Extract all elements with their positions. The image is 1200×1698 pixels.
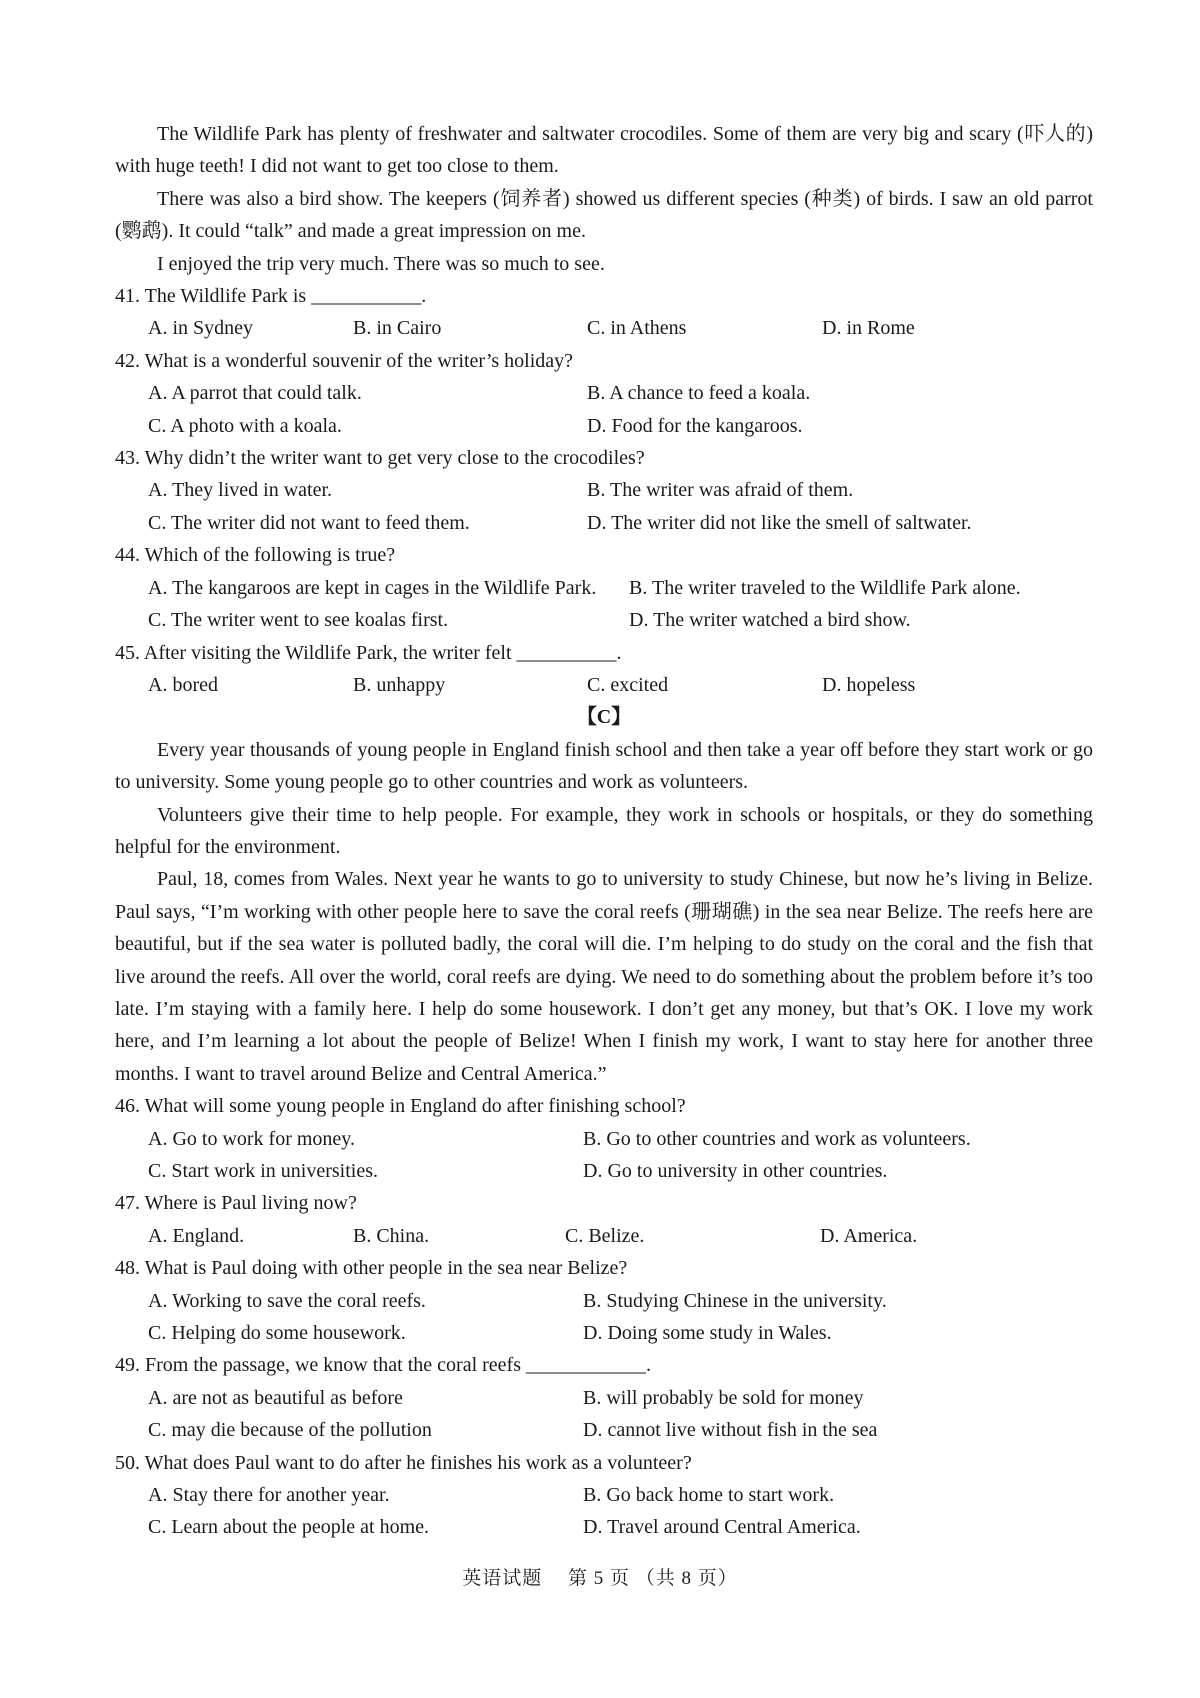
passage-paragraph: Every year thousands of young people in England finish school and then take a year off before they start work or go to university. Some young people go to other countries and work as volunteers. [115, 738, 1093, 794]
options-50-row2 [115, 1511, 1093, 1543]
option-a[interactable]: A. The kangaroos are kept in cages in the Wildlife Park. [148, 576, 597, 599]
option-d[interactable]: D. cannot live without fish in the sea [583, 1419, 878, 1442]
options-49-row2 [115, 1414, 1093, 1446]
option-d[interactable]: D. Doing some study in Wales. [583, 1322, 832, 1345]
question-44: 44. Which of the following is true? [115, 544, 396, 567]
passage-paragraph: The Wildlife Park has plenty of freshwater and saltwater crocodiles. Some of them are very big and scary (吓人的) with huge teeth! I did not want to get too close to them. [115, 123, 1093, 178]
option-c[interactable]: C. Belize. [565, 1224, 645, 1247]
option-b[interactable]: B. in Cairo [353, 317, 442, 340]
option-d[interactable]: D. hopeless [822, 673, 916, 696]
options-45 [115, 669, 1093, 701]
option-b[interactable]: B. A chance to feed a koala. [587, 382, 811, 405]
option-c[interactable]: C. A photo with a koala. [148, 414, 342, 437]
options-44-row1 [115, 572, 1093, 604]
passage-paragraph: Volunteers give their time to help people. For example, they work in schools or hospitals, or they do something helpful for the environment. [115, 803, 1093, 858]
option-d[interactable]: D. in Rome [822, 317, 915, 340]
option-a[interactable]: A. They lived in water. [148, 479, 333, 502]
question-41: 41. The Wildlife Park is ___________. [115, 285, 427, 308]
option-a[interactable]: A. bored [148, 673, 218, 696]
question-46: 46. What will some young people in England do after finishing school? [115, 1095, 686, 1118]
option-b[interactable]: B. Go to other countries and work as volunteers. [583, 1127, 971, 1150]
option-c[interactable]: C. Start work in universities. [148, 1160, 378, 1182]
option-c[interactable]: C. Helping do some housework. [148, 1322, 406, 1345]
passage-paragraph: I enjoyed the trip very much. There was so much to see. [157, 252, 605, 275]
options-47 [115, 1220, 1093, 1252]
options-44-row2 [115, 604, 1093, 636]
question-43: 43. Why didn’t the writer want to get very close to the crocodiles? [115, 447, 645, 470]
option-a[interactable]: A. are not as beautiful as before [148, 1386, 403, 1409]
option-b[interactable]: B. The writer traveled to the Wildlife Park alone. [629, 576, 1021, 599]
option-b[interactable]: B. China. [353, 1224, 430, 1247]
page-footer: 英语试题 第 5 页 （共 8 页） [462, 1568, 738, 1589]
exam-page [115, 118, 1093, 1544]
option-c[interactable]: C. Learn about the people at home. [148, 1516, 430, 1539]
options-49-row1 [115, 1382, 1093, 1414]
options-46-row2 [115, 1155, 1093, 1187]
question-45: 45. After visiting the Wildlife Park, the writer felt __________. [115, 641, 622, 664]
section-c-heading: 【C】 [576, 706, 632, 729]
options-42-row1 [115, 377, 1093, 409]
option-d[interactable]: D. Food for the kangaroos. [587, 414, 803, 437]
option-a[interactable]: A. England. [148, 1224, 245, 1247]
options-42-row2 [115, 410, 1093, 442]
option-b[interactable]: B. The writer was afraid of them. [587, 479, 854, 502]
options-50-row1 [115, 1479, 1093, 1511]
options-48-row1 [115, 1285, 1093, 1317]
options-46-row1 [115, 1123, 1093, 1155]
question-50: 50. What does Paul want to do after he finishes his work as a volunteer? [115, 1451, 692, 1474]
option-a[interactable]: A. in Sydney [148, 317, 253, 340]
option-d[interactable]: D. America. [820, 1224, 918, 1247]
option-a[interactable]: A. Go to work for money. [148, 1127, 356, 1150]
option-d[interactable]: D. The writer watched a bird show. [629, 609, 911, 632]
passage-paragraph: There was also a bird show. The keepers (饲养者) showed us different species (种类) of birds. I saw an old parrot (鹦鹉). It could “talk” and made a great impression on me. [115, 187, 1093, 243]
option-a[interactable]: A. Stay there for another year. [148, 1484, 390, 1507]
option-c[interactable]: C. may die because of the pollution [148, 1419, 432, 1442]
options-43-row2 [115, 507, 1093, 539]
question-49: 49. From the passage, we know that the coral reefs ____________. [115, 1354, 651, 1377]
question-42: 42. What is a wonderful souvenir of the writer’s holiday? [115, 349, 574, 372]
question-48: 48. What is Paul doing with other people in the sea near Belize? [115, 1257, 628, 1280]
passage-paragraph: Paul, 18, comes from Wales. Next year he wants to go to university to study Chinese, but now he’s living in Belize. Paul says, “I’m working with other people here to save the coral reefs (珊瑚礁) in the sea near Belize. The reefs here are beautiful, but if the sea water is polluted badly, the coral will die. I’m helping to do study on the coral and the fish that live around the reefs. All over the world, coral reefs are dying. We need to do something about the problem before it’s too late. I’m staying with a family here. I help do some housework. I don’t get any money, but that’s OK. I love my work here, and I’m learning a lot about the people of Belize! When I finish my work, I want to stay here for another three months. I want to travel around Belize and Central America.” [115, 868, 1093, 1085]
question-47: 47. Where is Paul living now? [115, 1192, 357, 1215]
option-c[interactable]: C. excited [587, 673, 669, 696]
option-a[interactable]: A. A parrot that could talk. [148, 382, 362, 405]
option-b[interactable]: B. unhappy [353, 673, 446, 696]
options-43-row1 [115, 474, 1093, 506]
option-c[interactable]: C. The writer went to see koalas first. [148, 609, 449, 632]
option-d[interactable]: D. Go to university in other countries. [583, 1160, 888, 1182]
option-b[interactable]: B. Studying Chinese in the university. [583, 1289, 887, 1312]
option-b[interactable]: B. will probably be sold for money [583, 1386, 864, 1409]
option-d[interactable]: D. The writer did not like the smell of saltwater. [587, 511, 972, 534]
options-48-row2 [115, 1317, 1093, 1349]
option-b[interactable]: B. Go back home to start work. [583, 1484, 835, 1507]
option-a[interactable]: A. Working to save the coral reefs. [148, 1289, 426, 1312]
option-c[interactable]: C. The writer did not want to feed them. [148, 511, 470, 534]
options-41 [115, 312, 1093, 344]
option-d[interactable]: D. Travel around Central America. [583, 1516, 861, 1539]
option-c[interactable]: C. in Athens [587, 317, 687, 340]
